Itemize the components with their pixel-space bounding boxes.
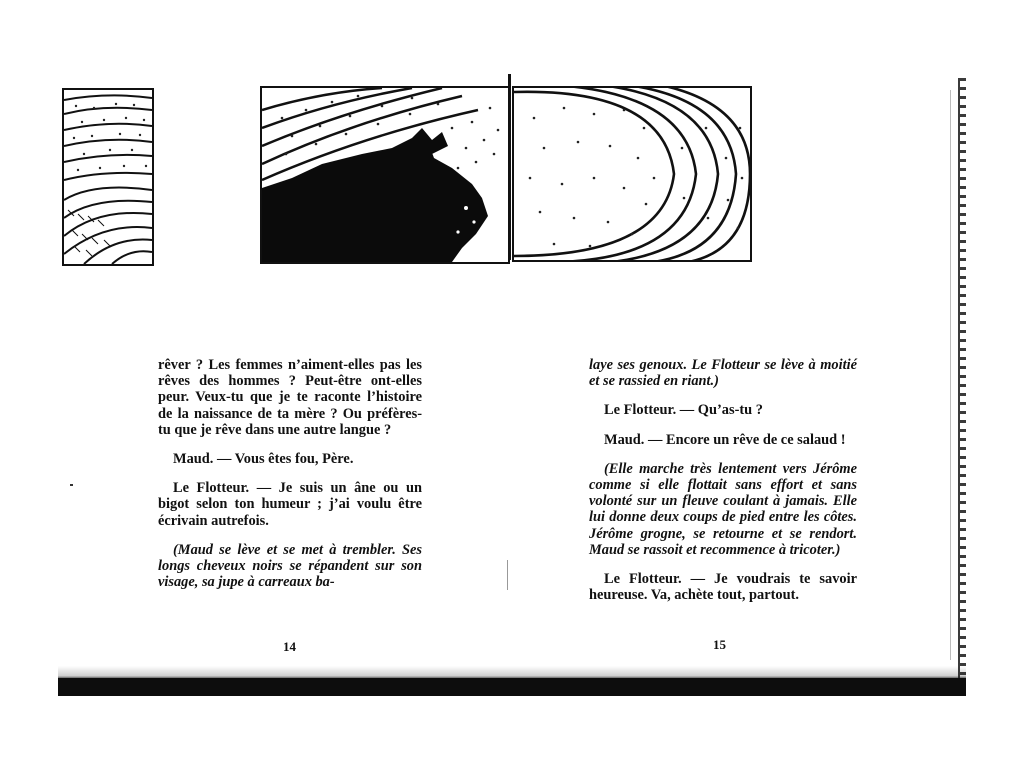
- illustration-dark-mass: [260, 86, 510, 264]
- right-page-text: [589, 357, 857, 616]
- dialogue-line: Le Flotteur. — Je suis un âne ou un bigot selon ton humeur ; j’ai voulu être écrivain autrefois.: [158, 480, 422, 529]
- dialogue-line: Le Flotteur. — Je voudrais te savoir heureuse. Va, achète tout, partout.: [589, 571, 857, 604]
- illustration-oval-rings: [512, 86, 752, 262]
- dialogue-line: Le Flotteur. — Qu’as-tu ?: [604, 402, 763, 419]
- left-page-text: [158, 357, 422, 603]
- illustration-wood-grain-left: [62, 88, 154, 266]
- page-number-right: 15: [713, 637, 726, 652]
- stage-direction: laye ses genoux. Le Flotteur se lève à moitié et se rassied en riant.): [589, 357, 857, 390]
- page-number-left: 14: [283, 639, 296, 654]
- stage-direction: (Maud se lève et se met à trembler. Ses longs cheveux noirs se répandent sur son visage, sa jupe à carreaux ba-: [158, 541, 422, 591]
- dialogue-line: Maud. — Vous êtes fou, Père.: [173, 451, 354, 468]
- scan-speck: [507, 560, 508, 590]
- stage-direction: (Elle marche très lentement vers Jérôme comme si elle flottait sans effort et sans volonté sur un fleuve coulant à jamais. Elle lui donne deux coups de pied entre les côtes. Jérôme grogne, se retourne et se rendort. Maud se rassoit et recommence à tricoter.): [589, 460, 857, 558]
- book-gutter: [508, 74, 511, 260]
- scan-speck: [70, 484, 73, 486]
- book-right-edge: [958, 78, 966, 678]
- book-bottom-edge: [58, 678, 966, 696]
- paragraph: rêver ? Les femmes n’aiment-elles pas les rêves des hommes ? Peut-être ont-elles peur. Veux-tu que je te raconte l’histoire de la naissance de ta mère ? Ou préfères-tu que je rêve dans une autre langue ?: [158, 357, 422, 438]
- dialogue-line: Maud. — Encore un rêve de ce salaud !: [604, 431, 846, 448]
- page-edge-line: [950, 90, 951, 660]
